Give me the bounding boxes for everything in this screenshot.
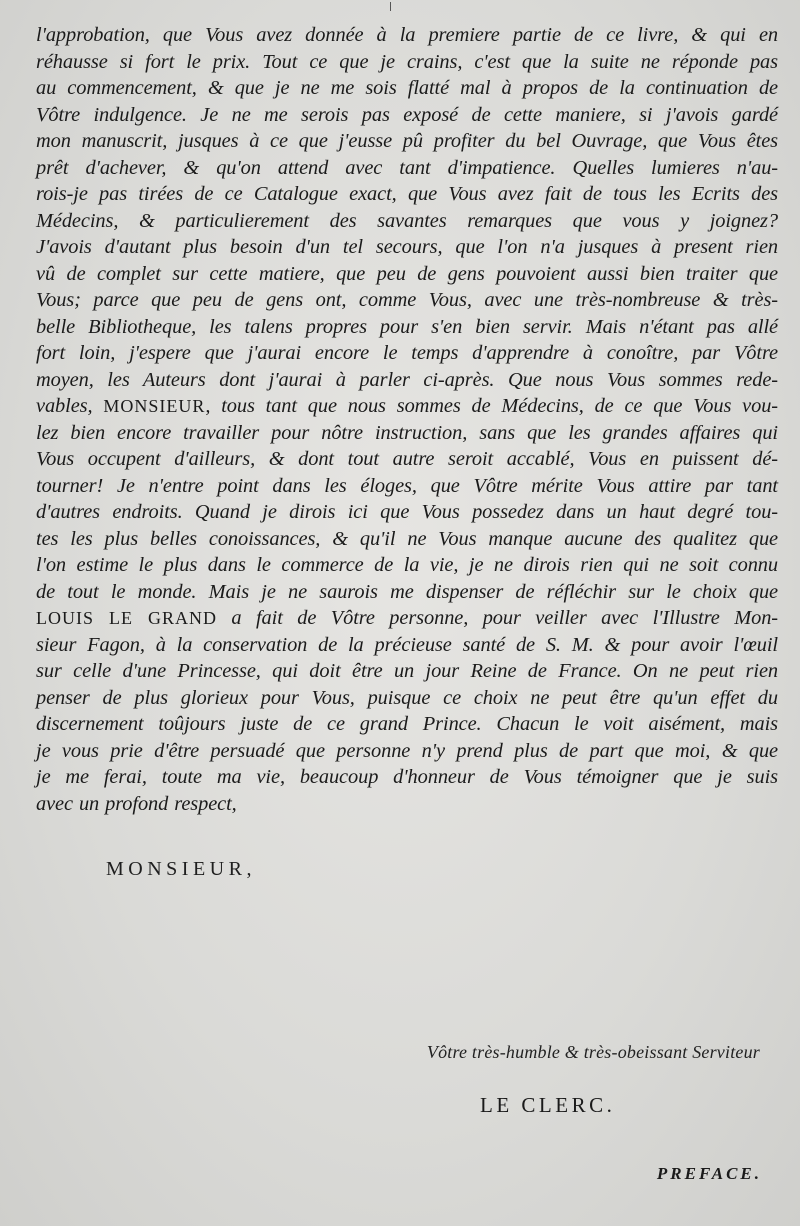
text-line: penser de plus glorieux pour Vous, puisque ce choix ne peut être qu'un effet du: [36, 686, 778, 709]
text-line: de tout le monde. Mais je ne saurois me dispenser de réfléchir sur le choix que: [36, 580, 778, 603]
text-line: prêt d'achever, & qu'on attend avec tant d'impatience. Quelles lumieres n'au-: [36, 156, 778, 179]
catchword: PREFACE.: [656, 1164, 762, 1183]
text-line: moyen, les Auteurs dont j'aurai à parler ci-après. Que nous Vous sommes rede-: [36, 368, 778, 391]
text-line: Vous; parce que peu de gens ont, comme Vous, avec une très-nombreuse & très-: [36, 289, 778, 311]
dedication-body: [36, 22, 778, 817]
text-line: tes les plus belles conoissances, & qu'il ne Vous manque aucune des qualitez que: [36, 527, 778, 550]
text-line: lez bien encore travailler pour nôtre instruction, sans que les grandes affaires qui: [36, 421, 778, 444]
text-line: J'avois d'autant plus besoin d'un tel secours, que l'on n'a jusques à present rien: [36, 236, 778, 258]
text-line: fort loin, j'espere que j'aurai encore le temps d'apprendre à conoître, par Vôtre: [36, 342, 778, 364]
text-line: je me ferai, toute ma vie, beaucoup d'honneur de Vous témoigner que je suis: [36, 766, 778, 788]
closing-formula: Vôtre très-humble & très-obeissant Serviteur: [426, 1042, 760, 1062]
text-line: sur celle d'une Princesse, qui doit être un jour Reine de France. On ne peut rien: [36, 660, 778, 682]
salutation: MONSIEUR,: [106, 858, 256, 880]
text-line: Médecins, & particulierement des savantes remarques que vous y joignez?: [36, 209, 778, 232]
author-signature: LE CLERC.: [480, 1093, 616, 1117]
text-line: l'approbation, que Vous avez donnée à la premiere partie de ce livre, & qui en: [36, 24, 778, 46]
text-line: Vous occupent d'ailleurs, & dont tout autre seroit accablé, Vous en puissent dé-: [36, 448, 778, 470]
text-line: je vous prie d'être persuadé que personne n'y prend plus de part que moi, & que: [36, 739, 778, 762]
text-line: vables, MONSIEUR, tous tant que nous sommes de Médecins, de ce que Vous vou-: [36, 395, 778, 417]
text-line: avec un profond respect,: [36, 792, 237, 815]
text-line: mon manuscrit, jusques à ce que j'eusse pû profiter du bel Ouvrage, que Vous êtes: [36, 130, 778, 152]
text-line: au commencement, & que je ne me sois flatté mal à propos de la continuation de: [36, 77, 778, 99]
small-caps-name: MONSIEUR: [103, 396, 206, 416]
text-line: réhausse si fort le prix. Tout ce que je crains, c'est que la suite ne réponde pas: [36, 50, 778, 73]
text-line: Vôtre indulgence. Je ne me serois pas exposé de cette maniere, si j'avois gardé: [36, 103, 778, 126]
text-line: vû de complet sur cette matiere, que peu de gens pouvoient aussi bien traiter que: [36, 262, 778, 285]
small-caps-name: LOUIS LE GRAND: [36, 608, 217, 628]
text-line: l'on estime le plus dans le commerce de la vie, je ne dirois rien qui ne soit connu: [36, 554, 778, 576]
page-mark: [390, 2, 391, 11]
text-line: d'autres endroits. Quand je dirois ici que Vous possedez dans un haut degré tou-: [36, 501, 778, 523]
text-line: discernement toûjours juste de ce grand Prince. Chacun le voit aisément, mais: [36, 713, 778, 735]
text-line: belle Bibliotheque, les talens propres pour s'en bien servir. Mais n'étant pas allé: [36, 315, 778, 338]
text-line: LOUIS LE GRAND a fait de Vôtre personne, pour veiller avec l'Illustre Mon-: [36, 607, 778, 629]
text-line: tourner! Je n'entre point dans les éloges, que Vôtre mérite Vous attire par tant: [36, 474, 778, 497]
text-line: rois-je pas tirées de ce Catalogue exact, que Vous avez fait de tous les Ecrits des: [36, 183, 778, 205]
text-line: sieur Fagon, à la conservation de la précieuse santé de S. M. & pour avoir l'œuil: [36, 633, 778, 656]
